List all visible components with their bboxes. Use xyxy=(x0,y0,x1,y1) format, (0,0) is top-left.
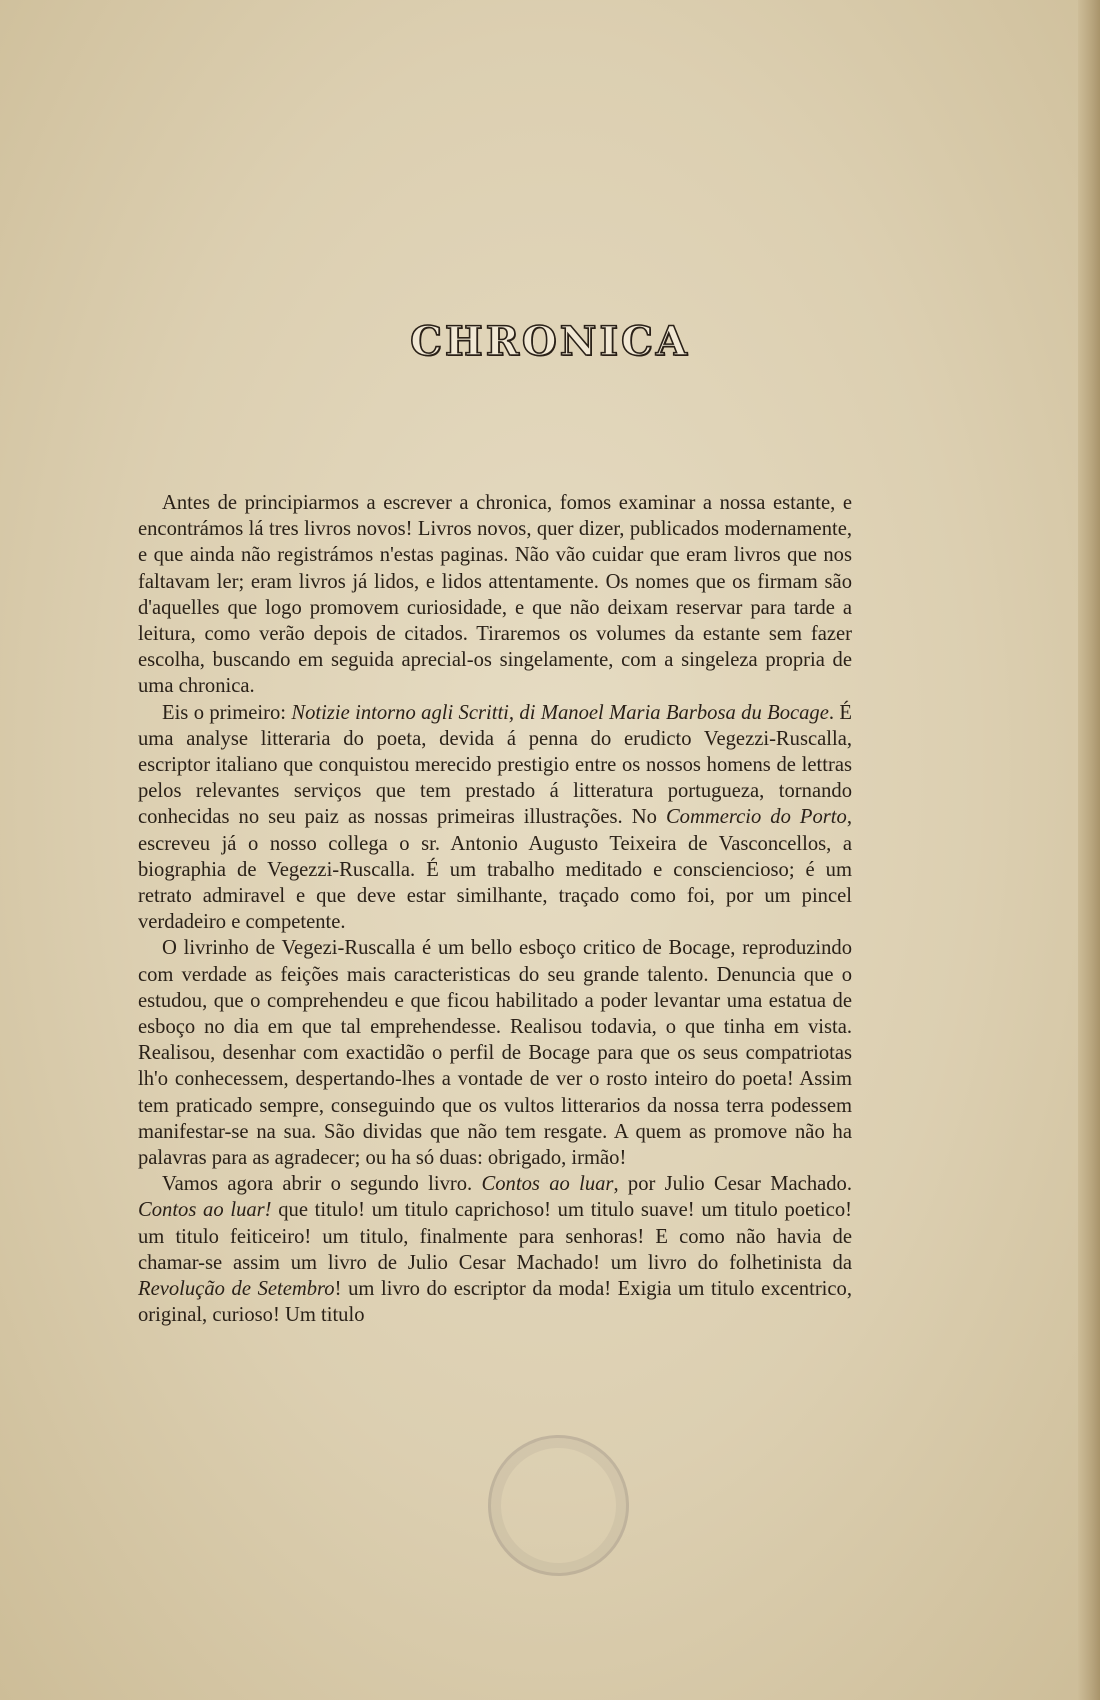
paragraph xyxy=(138,490,852,700)
paragraph xyxy=(138,935,852,1171)
paragraph-text: Eis o primeiro: xyxy=(162,701,292,724)
paragraph xyxy=(138,1171,852,1328)
paragraph-text: que titulo! um titulo caprichoso! um titulo suave! um titulo poetico! um titulo feiticeiro! um titulo, finalmente para senhoras! E como não havia de chamar-se assim um livro de Julio Cesar Machado! um livro do folhetinista da xyxy=(138,1199,852,1274)
paragraph-text: O livrinho de Vegezi-Ruscalla é um bello esboço critico de Bocage, reproduzindo com verdade as feições mais caracteristicas do seu grande talento. Denuncia que o estudou, que o comprehendeu e que ficou habilitado a poder levantar uma estatua de esboço no dia em que tal emprehendesse. Realisou todavia, o que tinha em vista. Realisou, desenhar com exactidão o perfil de Bocage para que os seus compatriotas lh'o conhecessem, despertando-lhes a vontade de ver o rosto inteiro do poeta! Assim tem praticado sempre, conseguindo que os vultos litterarios da nossa terra podessem manifestar-se na sua. São dividas que não tem resgate. A quem as promove não ha palavras para as agradecer; ou ha só duas: obrigado, irmão! xyxy=(138,937,852,1170)
stamp-mark xyxy=(490,1497,617,1543)
paragraph-text: . É uma analyse litteraria do poeta, devida á penna do erudicto Vegezzi-Ruscalla, escriptor italiano que conquistou merecido prestigio entre os nossos homens de lettras pelos relevantes serviços que tem prestado á litteratura portugueza, tornando conhecidas no seu paiz as nossas primeiras illustrações. No xyxy=(138,701,852,829)
paragraph-text: , escreveu já o nosso collega o sr. Antonio Augusto Teixeira de Vasconcellos, a biographia de Vegezzi-Ruscalla. É um trabalho meditado e consciencioso; é um retrato admiravel e que deve estar similhante, traçado como foi, por um pincel verdadeiro e competente. xyxy=(138,806,852,934)
italic-title-text: Notizie intorno agli Scritti, di Manoel Maria Barbosa du Bocage xyxy=(291,701,829,724)
italic-title-text: Commercio do Porto xyxy=(665,806,847,829)
italic-title-text: Contos ao luar! xyxy=(138,1199,272,1222)
section-title: CHRONICA xyxy=(410,318,690,365)
library-stamp xyxy=(468,1415,649,1596)
italic-title-text: Contos ao luar xyxy=(481,1173,614,1196)
paragraph xyxy=(138,700,852,936)
paragraph-text: , por Julio Cesar Machado. xyxy=(613,1173,852,1196)
page-edge xyxy=(1078,0,1100,1700)
italic-title-text: Revolução de Setembro xyxy=(138,1278,335,1301)
paragraph-text: Antes de principiarmos a escrever a chronica, fomos examinar a nossa estante, e encontrámos lá tres livros novos! Livros novos, quer dizer, publicados modernamente, e que ainda não registrámos n'estas paginas. Não vão cuidar que eram livros que nos faltavam ler; eram livros já lidos, e lidos attentamente. Os nomes que os firmam são d'aquelles que logo promovem curiosidade, e que não deixam reservar para tarde a leitura, como verão depois de citados. Tiraremos os volumes da estante sem fazer escolha, buscando em seguida aprecial-os singelamente, com a singeleza propria de uma chronica. xyxy=(138,492,852,698)
paragraph-text: ! um livro do escriptor da moda! Exigia um titulo excentrico, original, curioso! Um titulo xyxy=(138,1278,852,1327)
paragraph-text: Vamos agora abrir o segundo livro. xyxy=(162,1173,482,1196)
article-body xyxy=(138,490,852,1329)
